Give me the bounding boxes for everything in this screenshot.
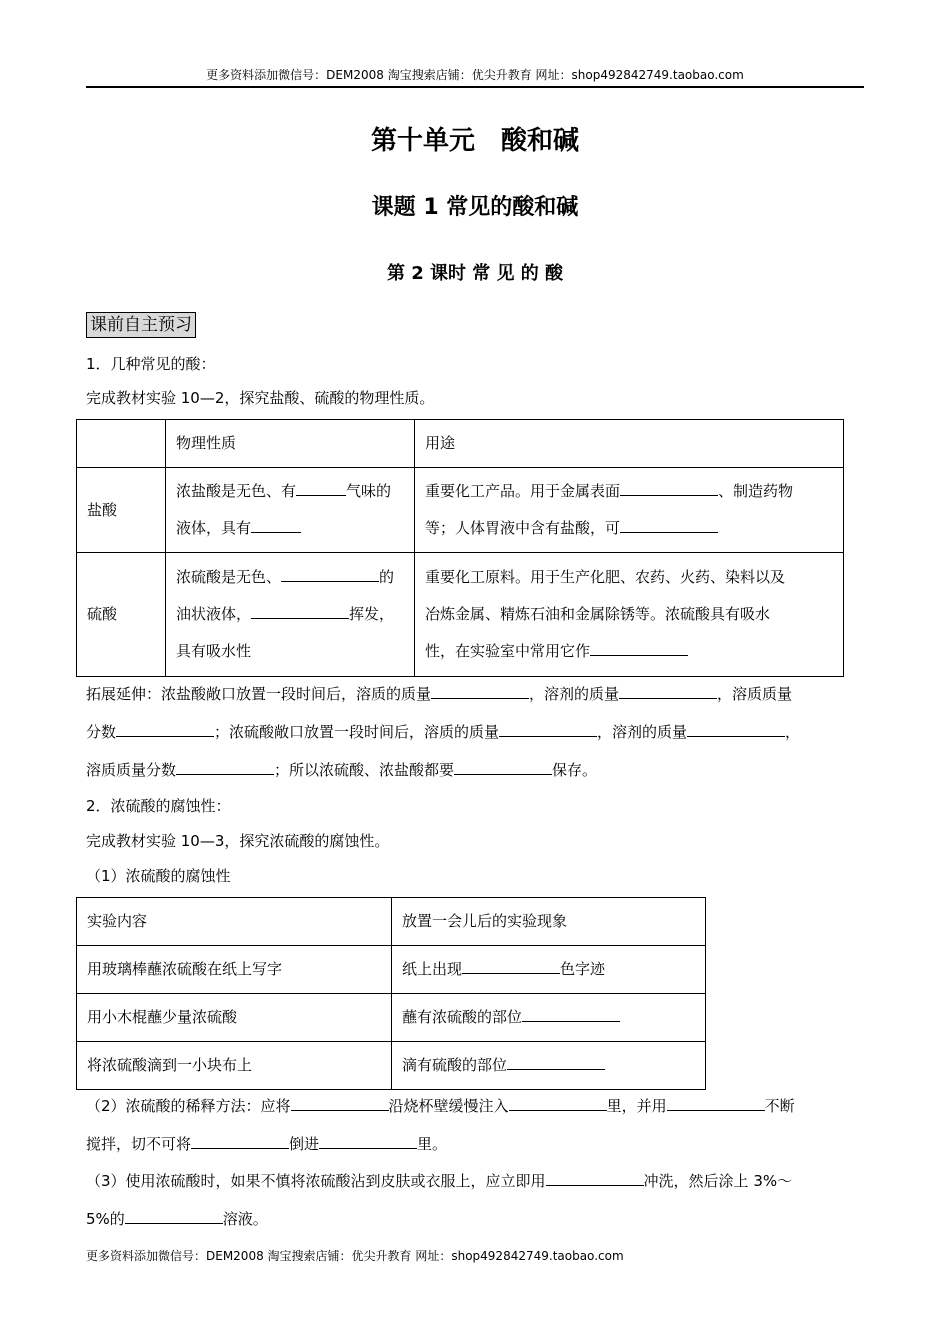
table-header-cell <box>77 420 166 468</box>
answer-blank[interactable] <box>125 1208 223 1224</box>
cell-text: 浓盐酸是无色、有 <box>176 482 297 500</box>
table-row <box>77 468 844 553</box>
answer-blank[interactable] <box>499 721 597 737</box>
answer-blank[interactable] <box>507 1054 605 1070</box>
text: 拓展延伸：浓盐酸敞口放置一段时间后，溶质的质量 <box>86 685 432 703</box>
text: 蘸有浓硫酸的部位 <box>402 1008 523 1026</box>
text: 不断 <box>764 1097 795 1115</box>
cell-text: 液体，具有 <box>176 519 252 537</box>
q2-heading: 2．浓硫酸的腐蚀性： <box>86 797 231 815</box>
safety-line <box>86 1208 268 1229</box>
corrosion-table <box>76 897 706 1090</box>
table-header-row <box>77 898 706 946</box>
answer-blank[interactable] <box>251 517 301 533</box>
answer-blank[interactable] <box>191 1133 289 1149</box>
cell-text: 具有吸水性 <box>176 642 252 660</box>
answer-blank[interactable] <box>522 1006 620 1022</box>
text: ， <box>785 723 801 741</box>
cell-text: 油状液体， <box>176 605 252 623</box>
physical-property-cell <box>166 553 415 677</box>
experiment-cell: 用小木棍蘸少量浓硫酸 <box>77 994 392 1042</box>
table-row <box>77 946 706 994</box>
answer-blank[interactable] <box>462 958 560 974</box>
text: 滴有硫酸的部位 <box>402 1056 508 1074</box>
lesson-title: 第 2 课时 常 见 的 酸 <box>386 263 564 284</box>
text: 里。 <box>417 1135 448 1153</box>
answer-blank[interactable] <box>620 517 718 533</box>
text: （2）浓硫酸的稀释方法：应将 <box>86 1097 291 1115</box>
observation-cell <box>392 994 706 1042</box>
table-header-cell: 物理性质 <box>166 420 415 468</box>
answer-blank[interactable] <box>454 759 552 775</box>
safety-line <box>86 1170 792 1191</box>
text: 沿烧杯壁缓慢注入 <box>388 1097 509 1115</box>
answer-blank[interactable] <box>281 566 379 582</box>
table-header-cell: 放置一会儿后的实验现象 <box>392 898 706 946</box>
q2-intro: 完成教材实验 10—3，探究浓硫酸的腐蚀性。 <box>86 832 390 850</box>
text: 倒进 <box>289 1135 320 1153</box>
text: （3）使用浓硫酸时，如果不慎将浓硫酸沾到皮肤或衣服上，应立即用 <box>86 1172 546 1190</box>
usage-cell <box>415 553 844 677</box>
answer-blank[interactable] <box>667 1095 765 1111</box>
text: ；所以浓硫酸、浓盐酸都要 <box>274 761 455 779</box>
cell-text: 等；人体胃液中含有盐酸，可 <box>425 519 621 537</box>
table-header-cell: 用途 <box>415 420 844 468</box>
answer-blank[interactable] <box>590 640 688 656</box>
observation-cell <box>392 946 706 994</box>
text: ，溶剂的质量 <box>529 685 620 703</box>
answer-blank[interactable] <box>546 1170 644 1186</box>
table-row <box>77 994 706 1042</box>
answer-blank[interactable] <box>431 683 529 699</box>
section-tag: 课前自主预习 <box>86 312 196 338</box>
table-header-cell: 实验内容 <box>77 898 392 946</box>
text: 溶质质量分数 <box>86 761 177 779</box>
cell-text: 的 <box>379 568 395 586</box>
answer-blank[interactable] <box>509 1095 607 1111</box>
answer-blank[interactable] <box>620 480 718 496</box>
text: 里，并用 <box>606 1097 667 1115</box>
text: 分数 <box>86 723 117 741</box>
text: ，溶质质量 <box>717 685 793 703</box>
dilution-line <box>86 1133 447 1154</box>
page-header: 更多资料添加微信号：DEM2008 淘宝搜索店铺：优尖升教育 网址：shop492842749.taobao.com <box>206 68 744 82</box>
cell-text: 重要化工原料。用于生产化肥、农药、火药、染料以及 <box>425 568 786 586</box>
cell-text: 气味的 <box>346 482 392 500</box>
topic-title: 课题 1 常见的酸和碱 <box>371 195 579 220</box>
cell-text: 、制造药物 <box>718 482 794 500</box>
experiment-cell: 用玻璃棒蘸浓硫酸在纸上写字 <box>77 946 392 994</box>
cell-text: 浓硫酸是无色、 <box>176 568 282 586</box>
physical-property-cell <box>166 468 415 553</box>
extension-line <box>86 721 800 742</box>
text: 保存。 <box>552 761 598 779</box>
text: 冲洗，然后涂上 3%～ <box>643 1172 793 1190</box>
cell-text: 挥发， <box>349 605 395 623</box>
acid-name-cell: 硫酸 <box>77 553 166 677</box>
answer-blank[interactable] <box>176 759 274 775</box>
experiment-cell: 将浓硫酸滴到一小块布上 <box>77 1042 392 1090</box>
q1-intro: 完成教材实验 10—2，探究盐酸、硫酸的物理性质。 <box>86 389 435 407</box>
observation-cell <box>392 1042 706 1090</box>
answer-blank[interactable] <box>687 721 785 737</box>
answer-blank[interactable] <box>296 480 346 496</box>
unit-title: 第十单元 酸和碱 <box>370 126 579 156</box>
text: ；浓硫酸敞口放置一段时间后，溶质的质量 <box>214 723 500 741</box>
text: ，溶剂的质量 <box>597 723 688 741</box>
acid-name-cell: 盐酸 <box>77 468 166 553</box>
answer-blank[interactable] <box>319 1133 417 1149</box>
answer-blank[interactable] <box>619 683 717 699</box>
answer-blank[interactable] <box>251 603 349 619</box>
dilution-line <box>86 1095 795 1116</box>
text: 色字迹 <box>560 960 606 978</box>
answer-blank[interactable] <box>116 721 214 737</box>
acid-properties-table <box>76 419 844 677</box>
text: 纸上出现 <box>402 960 463 978</box>
cell-text: 性，在实验室中常用它作 <box>425 642 591 660</box>
table-row <box>77 1042 706 1090</box>
text: 溶液。 <box>222 1210 268 1228</box>
text: 搅拌，切不可将 <box>86 1135 192 1153</box>
header-rule <box>86 86 864 88</box>
answer-blank[interactable] <box>291 1095 389 1111</box>
table-header-row <box>77 420 844 468</box>
text: 5%的 <box>86 1210 125 1228</box>
q1-heading: 1．几种常见的酸： <box>86 355 216 373</box>
usage-cell <box>415 468 844 553</box>
extension-line <box>86 759 597 780</box>
page-footer: 更多资料添加微信号：DEM2008 淘宝搜索店铺：优尖升教育 网址：shop492842749.taobao.com <box>86 1249 624 1263</box>
table-row <box>77 553 844 677</box>
q2-sub1: （1）浓硫酸的腐蚀性 <box>86 867 231 885</box>
extension-line <box>86 683 792 704</box>
cell-text: 冶炼金属、精炼石油和金属除锈等。浓硫酸具有吸水 <box>425 605 771 623</box>
cell-text: 重要化工产品。用于金属表面 <box>425 482 621 500</box>
